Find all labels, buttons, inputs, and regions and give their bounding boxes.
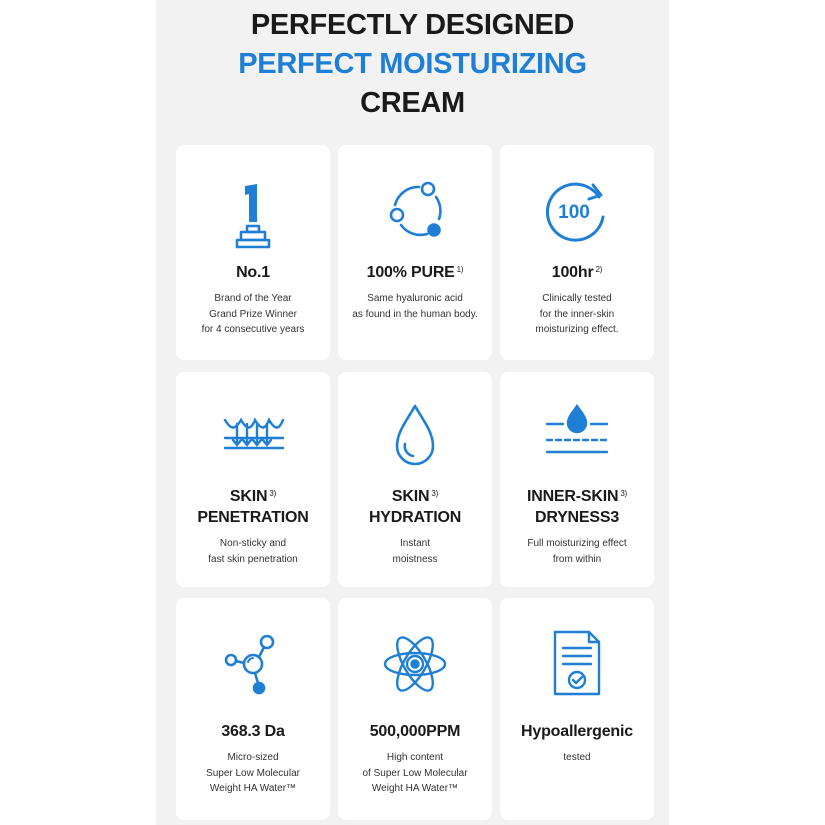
feature-description: Clinically tested for the inner-skin moisturizing effect. [535, 293, 619, 335]
feature-title: 500,000PPM [369, 723, 461, 740]
feature-title: 100hr $^{2)}$ [551, 264, 603, 281]
feature-description: Same hyaluronic acid as found in the human body. [352, 293, 478, 320]
feature-description: Brand of the Year Grand Prize Winner for 4 consecutive years [201, 293, 305, 335]
headline [156, 6, 669, 123]
molecule-cycle-icon [338, 175, 492, 247]
svg-text:100: 100 [558, 202, 590, 223]
feature-card-hypoallergenic [500, 598, 654, 820]
feature-card-100hr [500, 145, 654, 360]
headline-line-2: PERFECT MOISTURIZING [238, 48, 587, 80]
feature-title: INNER-SKIN $^{3)}$ DRYNESS3 [526, 488, 628, 526]
tested-document-check-icon [500, 628, 654, 700]
feature-description: Non-sticky and fast skin penetration [208, 538, 298, 565]
molecule-structure-icon [176, 628, 330, 700]
feature-description: Instant moistness [392, 538, 438, 565]
feature-description: tested [563, 752, 591, 763]
feature-card-368da [176, 598, 330, 820]
feature-card-pure [338, 145, 492, 360]
feature-title: No.1 [236, 264, 270, 281]
skin-penetration-icon [176, 400, 330, 472]
feature-title: SKIN $^{3)}$ PENETRATION [197, 488, 309, 526]
trophy-number-one-icon [176, 180, 330, 252]
headline-line-1: PERFECTLY DESIGNED [250, 9, 575, 41]
hundred-hours-cycle-icon [500, 175, 654, 247]
headline-line-3: CREAM [360, 87, 465, 119]
feature-card-inner-skin-dryness [500, 372, 654, 587]
feature-card-skin-penetration [176, 372, 330, 587]
feature-description: Full moisturizing effect from within [527, 538, 627, 565]
feature-card-skin-hydration [338, 372, 492, 587]
water-drop-icon [338, 400, 492, 472]
drop-on-skin-layers-icon [500, 400, 654, 472]
feature-description: Micro-sized Super Low Molecular Weight HA Water™ [206, 752, 300, 794]
feature-title: Hypoallergenic [521, 723, 633, 740]
feature-description: High content of Super Low Molecular Weight HA Water™ [362, 752, 468, 794]
feature-title: 100% PURE $^{1)}$ [366, 264, 464, 281]
feature-title: 368.3 Da [221, 723, 285, 740]
atom-icon [338, 628, 492, 700]
feature-card-500000ppm [338, 598, 492, 820]
feature-card-no1 [176, 145, 330, 360]
product-feature-panel [156, 0, 669, 825]
feature-title: SKIN $^{3)}$ HYDRATION [368, 488, 462, 526]
